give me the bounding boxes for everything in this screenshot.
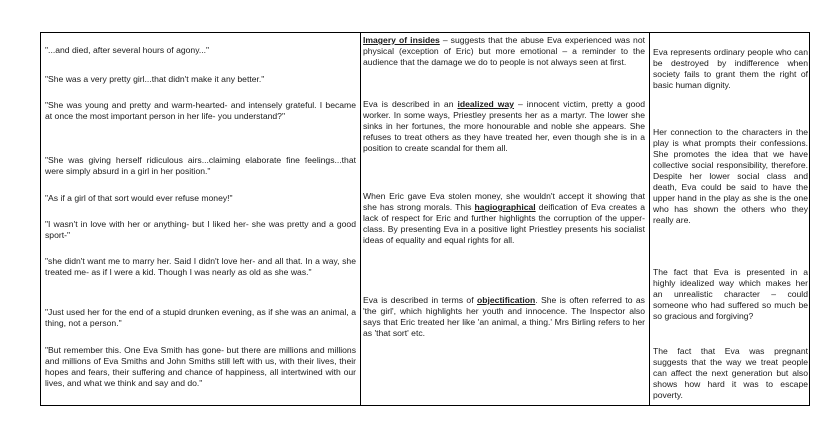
column-divider (649, 33, 650, 405)
quote-text: "she didn't want me to marry her. Said I didn't love her- and all that. In a way, she treated me- as if I were a kid. Though I was nearly as old as she was." (45, 256, 356, 277)
quote-text: "She was young and pretty and warm-hearted- and intensely grateful. I became at once the most important person in her life- you understand?" (45, 100, 356, 121)
quote-text: "I wasn't in love with her or anything- but I liked her- she was pretty and a good sport-" (45, 219, 356, 240)
key-term: Imagery of insides (363, 35, 440, 45)
quote-text: "She was giving herself ridiculous airs...claiming elaborate fine feelings...that were simply absurd in a girl in her position." (45, 155, 356, 176)
quote-analysis-table (40, 32, 810, 406)
context-paragraph: The fact that Eva is presented in a highly idealized way which makes her an unrealistic character – could someone who had suffered so much be so gracious and forgiving? (653, 267, 808, 321)
context-paragraph: Eva represents ordinary people who can be destroyed by indifference when society fails to grant them the right of basic human dignity. (653, 47, 808, 90)
key-term: objectification (477, 295, 536, 305)
quote-text: "But remember this. One Eva Smith has gone- but there are millions and millions and millions of Eva Smiths and John Smiths still left with us, with their lives, their hopes and fears, their suffering and chance of happiness, all intertwined with our lives, and what we think and say and do." (45, 345, 356, 388)
analysis-paragraph: Imagery of insides – suggests that the abuse Eva experienced was not physical (exception of Eric) but more emotional – a reminder to the audience that the damage we do to people is not always seen at first. (363, 35, 645, 67)
column-divider (360, 33, 361, 405)
analysis-column (363, 33, 645, 405)
key-term: hagiographical (474, 202, 536, 212)
context-paragraph: The fact that Eva was pregnant suggests that the way we treat people can affect the next generation but also shows how hard it was to escape poverty. (653, 346, 808, 400)
analysis-paragraph: Eva is described in terms of objectification. She is often referred to as 'the girl', which highlights her youth and innocence. The Inspector also says that Eric treated her like 'an animal, a thing.' Mrs Birling refers to her as 'that sort' etc. (363, 295, 645, 338)
context-column (653, 33, 808, 405)
quote-text: "Just used her for the end of a stupid drunken evening, as if she was an animal, a thing, not a person." (45, 307, 356, 328)
quotes-column (45, 33, 356, 405)
context-paragraph: Her connection to the characters in the play is what prompts their confessions. She promotes the idea that we have collective social responsibility, therefore. Despite her lower social class and death, Eva could be said to have the upper hand in the play as she is the one who has shown the others who they really are. (653, 127, 808, 225)
quote-text: "...and died, after several hours of agony..." (45, 45, 210, 55)
analysis-paragraph: When Eric gave Eva stolen money, she wouldn't accept it showing that she has strong morals. This hagiographical deification of Eva creates a lack of respect for Eric and further highlights the corruption of the upper-class. By presenting Eva in a positive light Priestley presents his socialist ideas of equality and equal rights for all. (363, 191, 645, 245)
analysis-paragraph: Eva is described in an idealized way – innocent victim, pretty a good worker. In some ways, Priestley presents her as a martyr. The lower she sinks in her fortunes, the more honourable and noble she appears. She refuses to treat others as they have treated her, even though she is in a position to create scandal for them all. (363, 99, 645, 153)
quote-text: "As if a girl of that sort would ever refuse money!" (45, 193, 233, 203)
key-term: idealized way (457, 99, 515, 109)
quote-text: "She was a very pretty girl...that didn't make it any better." (45, 74, 265, 84)
